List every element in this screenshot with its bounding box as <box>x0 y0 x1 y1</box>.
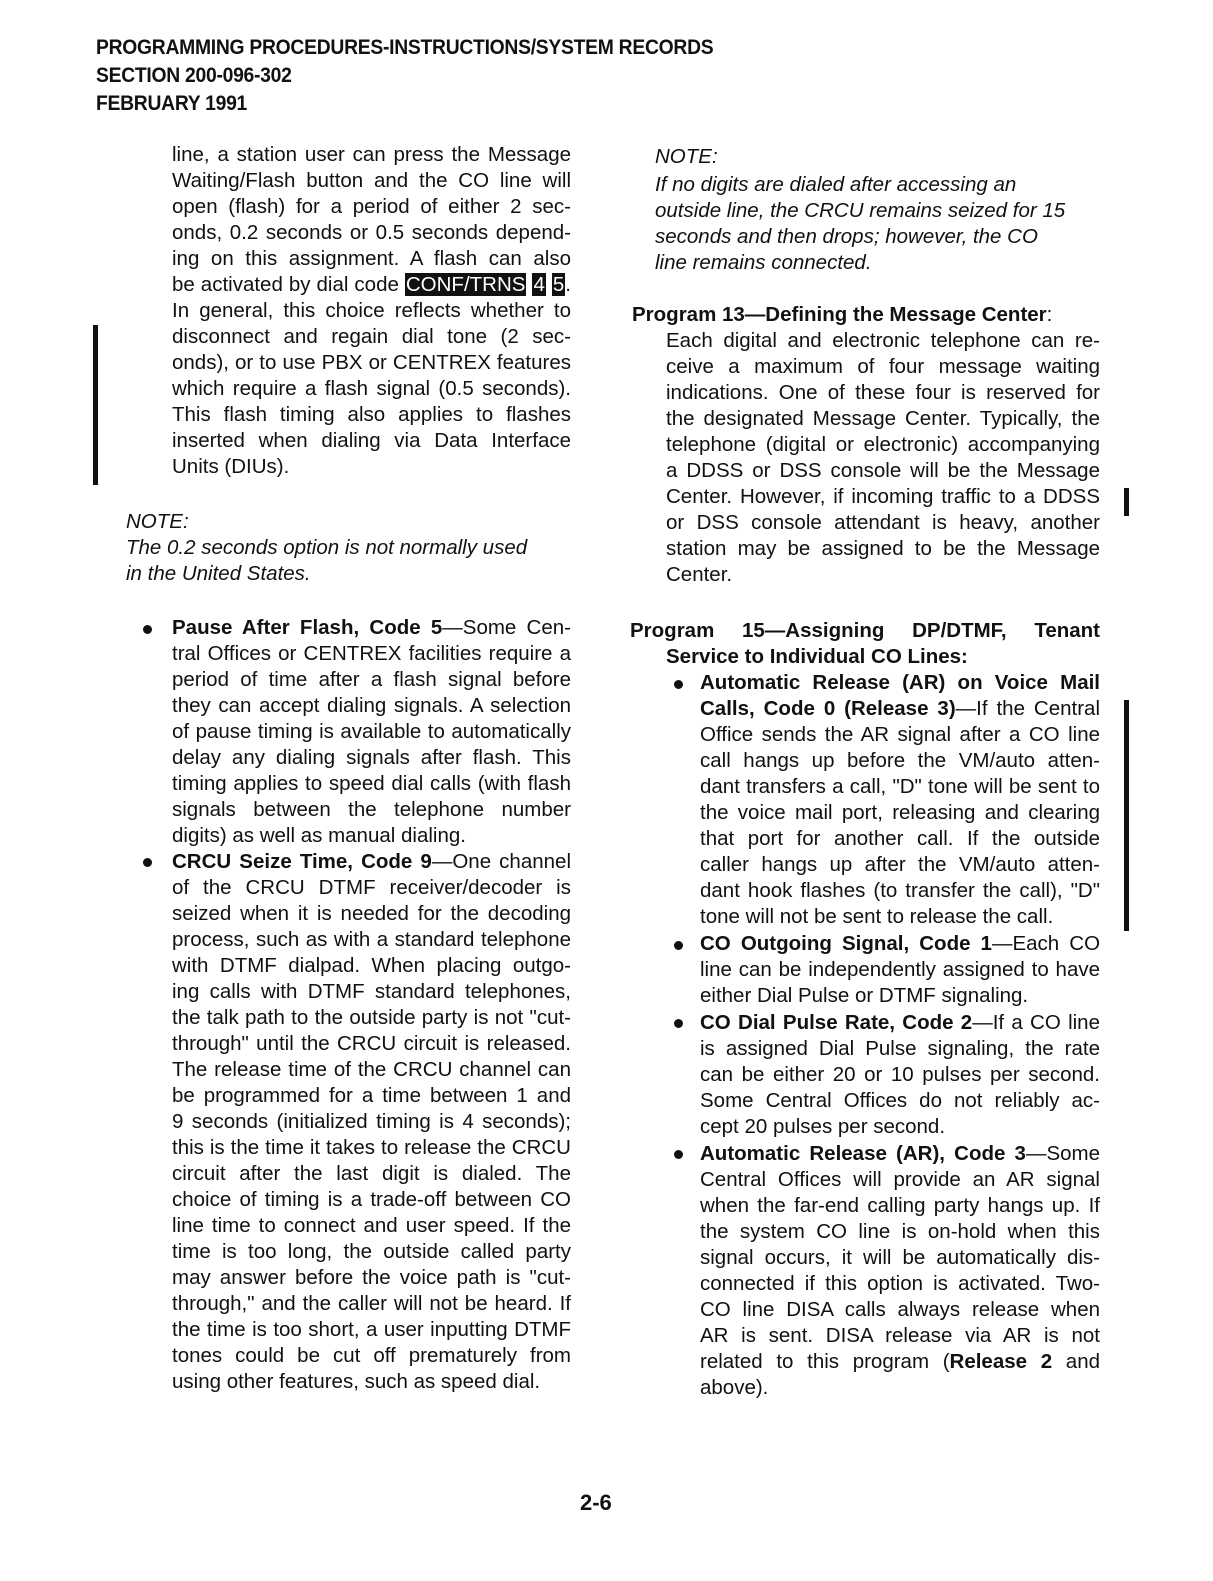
text-line: Some Central Offices do not reliably ac- <box>700 1089 1100 1112</box>
text-line: dant hook flashes (to transfer the call), "D" <box>700 879 1100 902</box>
bold-span: Release 2 <box>949 1350 1053 1373</box>
text-line: the talk path to the outside party is not "cut- <box>172 1006 571 1029</box>
bold-span: CO Outgoing Signal, Code 1 <box>700 932 992 955</box>
text-line: signal occurs, it will be automatically dis- <box>700 1246 1100 1269</box>
text-line: timing applies to speed dial calls (with flash <box>172 772 571 795</box>
text-line: 9 seconds (initialized timing is 4 seconds); <box>172 1110 571 1133</box>
text-line: caller hangs up after the VM/auto atten- <box>700 853 1100 876</box>
text-line: connected if this option is activated. Two- <box>700 1272 1100 1295</box>
bold-span: CRCU Seize Time, Code 9 <box>172 850 432 873</box>
text-line: The 0.2 seconds option is not normally used <box>126 536 528 559</box>
change-bar <box>1124 700 1129 931</box>
text-line: this is the time it takes to release the CRCU <box>172 1136 571 1159</box>
dial-key: 5 <box>552 273 565 296</box>
text-span: . <box>565 273 571 296</box>
text-line: Center. However, if incoming traffic to a DDSS <box>666 485 1100 508</box>
text-span: —If a CO line <box>972 1011 1100 1034</box>
text-line: may answer before the voice path is "cut- <box>172 1266 571 1289</box>
text-line: tones could be cut off prematurely from <box>172 1344 571 1367</box>
text-line: outside line, the CRCU remains seized for 15 <box>655 199 1066 222</box>
bullet-icon <box>143 858 152 867</box>
program-13-heading <box>632 302 1102 328</box>
text-line <box>700 931 1100 957</box>
text-span: be activated by dial code <box>172 273 405 296</box>
page-number: 2-6 <box>580 1490 612 1515</box>
right-note-label: NOTE: <box>655 145 718 168</box>
text-line: seconds and then drops; however, the CO <box>655 225 1038 248</box>
text-line: with DTMF dialpad. When placing outgo- <box>172 954 571 977</box>
text-line: seized when it is needed for the decoding <box>172 902 571 925</box>
text-line: line, a station user can press the Message <box>172 143 571 166</box>
program-15-heading-2 <box>666 644 1100 670</box>
text-line <box>172 849 571 875</box>
change-bar <box>93 325 98 485</box>
left-note-label: NOTE: <box>126 510 189 533</box>
bullet-icon <box>143 625 152 634</box>
text-span: —Some <box>1025 1142 1100 1165</box>
text-line: be programmed for a time between 1 and <box>172 1084 571 1107</box>
text-line: delay any dialing signals after flash. This <box>172 746 571 769</box>
text-line: which require a flash signal (0.5 seconds). <box>172 377 571 400</box>
text-line: a DDSS or DSS console will be the Message <box>666 459 1100 482</box>
text-line: Units (DIUs). <box>172 455 290 478</box>
text-line: or DSS console attendant is heavy, another <box>666 511 1100 534</box>
text-line: period of time after a flash signal before <box>172 668 571 691</box>
bullet-crcu-seize-time <box>172 849 571 1395</box>
text-line: the time is too short, a user inputting DTMF <box>172 1318 571 1341</box>
text-line: CO line DISA calls always release when <box>700 1298 1100 1321</box>
text-line: call hangs up before the VM/auto atten- <box>700 749 1100 772</box>
bullet-icon <box>674 680 683 689</box>
text-line: the voice mail port, releasing and clearing <box>700 801 1100 824</box>
text-line: line remains connected. <box>655 251 872 274</box>
text-line: tone will not be sent to release the call. <box>700 905 1054 928</box>
text-line: digits) as well as manual dialing. <box>172 824 466 847</box>
text-line: of the CRCU DTMF receiver/decoder is <box>172 876 571 899</box>
text-line <box>630 618 1100 644</box>
text-span: —Some Cen- <box>442 616 571 639</box>
text-line: cept 20 pulses per second. <box>700 1115 946 1138</box>
text-span: : <box>1046 303 1053 326</box>
text-line: telephone (digital or electronic) accompanying <box>666 433 1100 456</box>
text-line: onds, 0.2 seconds or 0.5 seconds depend- <box>172 221 571 244</box>
text-line: ceive a maximum of four message waiting <box>666 355 1100 378</box>
bullet-icon <box>674 941 683 950</box>
text-line: in the United States. <box>126 562 311 585</box>
text-line: that port for another call. If the outside <box>700 827 1100 850</box>
text-line: This flash timing also applies to flashes <box>172 403 571 426</box>
text-line: circuit after the last digit is dialed. The <box>172 1162 571 1185</box>
text-line: time is too long, the outside called party <box>172 1240 571 1263</box>
text-line: The release time of the CRCU channel can <box>172 1058 571 1081</box>
text-line <box>700 1141 1100 1167</box>
program-13-body <box>666 328 1100 588</box>
bullet-pause-after-flash <box>172 615 571 849</box>
text-line: Office sends the AR signal after a CO line <box>700 723 1100 746</box>
text-span: related to this program ( <box>700 1350 950 1373</box>
text-line <box>666 644 1100 670</box>
text-line: when the far-end calling party hangs up. If <box>700 1194 1100 1217</box>
text-line <box>700 670 1100 696</box>
text-line: disconnect and regain dial tone (2 sec- <box>172 325 571 348</box>
text-line <box>700 1010 1100 1036</box>
text-span: —One channel <box>431 850 571 873</box>
header-section: SECTION 200-096-302 <box>96 64 292 87</box>
bold-span: Program 13—Defining the Message Center <box>632 303 1047 326</box>
bold-lead: Automatic Release (AR), Code 3 <box>700 1142 1026 1165</box>
text-line: signals between the telephone number <box>172 798 571 821</box>
bold-span: Service to Individual CO Lines: <box>666 645 968 668</box>
bold-span: Pause After Flash, Code 5 <box>172 616 443 639</box>
bullet-icon <box>674 1150 683 1159</box>
text-line: is assigned Dial Pulse signaling, the rate <box>700 1037 1100 1060</box>
text-line: indications. One of these four is reserved for <box>666 381 1100 404</box>
text-line: line time to connect and user speed. If the <box>172 1214 571 1237</box>
text-line: above). <box>700 1376 769 1399</box>
text-span <box>546 273 552 296</box>
text-line <box>700 1349 1100 1375</box>
text-span: —If the Central <box>955 697 1100 720</box>
text-line: they can accept dialing signals. A selection <box>172 694 571 717</box>
text-line: of pause timing is available to automatically <box>172 720 571 743</box>
bullet-co-dial-pulse-rate <box>700 1010 1100 1140</box>
text-line: open (flash) for a period of either 2 sec- <box>172 195 571 218</box>
text-line <box>700 696 1100 722</box>
text-line: the system CO line is on-hold when this <box>700 1220 1100 1243</box>
text-line: If no digits are dialed after accessing an <box>655 173 1017 196</box>
bullet-co-outgoing-signal <box>700 931 1100 1009</box>
bold-span: CO Dial Pulse Rate, Code 2 <box>700 1011 973 1034</box>
text-line: through," and the caller will not be heard. If <box>172 1292 571 1315</box>
text-line: In general, this choice reflects whether to <box>172 299 571 322</box>
header-title: PROGRAMMING PROCEDURES-INSTRUCTIONS/SYSTEM RECORDS <box>96 36 714 59</box>
text-line: line can be independently assigned to have <box>700 958 1100 981</box>
text-span: and <box>1052 1350 1101 1373</box>
bullet-icon <box>674 1019 683 1028</box>
text-line: the designated Message Center. Typically, the <box>666 407 1100 430</box>
bold-span: Calls, Code 0 (Release 3) <box>700 697 956 720</box>
text-line: dant transfers a call, "D" tone will be sent to <box>700 775 1100 798</box>
text-span: —Each CO <box>991 932 1101 955</box>
text-line: inserted when dialing via Data Interface <box>172 429 571 452</box>
header-date: FEBRUARY 1991 <box>96 92 248 115</box>
text-line: can be either 20 or 10 pulses per second. <box>700 1063 1100 1086</box>
left-paragraph-flash <box>172 142 571 480</box>
text-line: Waiting/Flash button and the CO line will <box>172 169 571 192</box>
text-line <box>172 272 571 298</box>
text-line: using other features, such as speed dial. <box>172 1370 541 1393</box>
text-line <box>172 615 571 641</box>
text-line: either Dial Pulse or DTMF signaling. <box>700 984 1029 1007</box>
text-line: ing on this assignment. A flash can also <box>172 247 571 270</box>
text-line: choice of timing is a trade-off between CO <box>172 1188 571 1211</box>
program-15-heading <box>630 618 1100 644</box>
change-bar <box>1124 488 1129 516</box>
text-line: tral Offices or CENTREX facilities require a <box>172 642 571 665</box>
text-line: process, such as with a standard telephone <box>172 928 571 951</box>
text-line: station may be assigned to be the Message <box>666 537 1100 560</box>
text-line: through" until the CRCU circuit is released. <box>172 1032 571 1055</box>
bold-span: Automatic Release (AR) on Voice Mail <box>700 671 1100 694</box>
text-line: ing calls with DTMF standard telephones, <box>172 980 571 1003</box>
bullet-automatic-release <box>700 1141 1100 1401</box>
dial-key: CONF/TRNS <box>405 273 526 296</box>
text-line <box>632 302 1102 328</box>
text-line: Each digital and electronic telephone can re- <box>666 329 1100 352</box>
left-note <box>126 535 556 587</box>
text-line: Center. <box>666 563 733 586</box>
text-line: Central Offices will provide an AR signal <box>700 1168 1100 1191</box>
bold-span: Program 15—Assigning DP/DTMF, Tenant <box>630 619 1100 642</box>
dial-key: 4 <box>533 273 545 296</box>
bullet-ar-voice-mail <box>700 670 1100 930</box>
right-note <box>655 172 1085 276</box>
text-line: onds), or to use PBX or CENTREX features <box>172 351 571 374</box>
text-line: AR is sent. DISA release via AR is not <box>700 1324 1100 1347</box>
